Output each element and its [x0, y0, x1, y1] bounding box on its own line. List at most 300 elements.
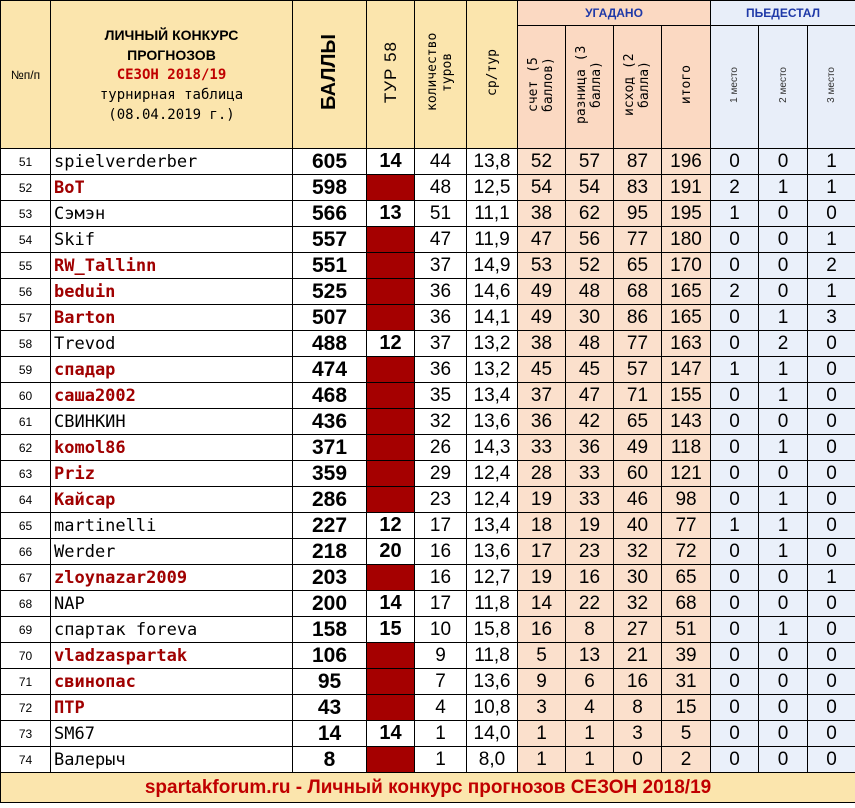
diff-guessed-cell: 52 [566, 253, 614, 279]
outcome-guessed-cell: 71 [614, 383, 662, 409]
diff-guessed-cell: 8 [566, 617, 614, 643]
points-cell: 525 [293, 279, 367, 305]
table-row [1, 591, 855, 617]
outcome-guessed-cell: 32 [614, 539, 662, 565]
tours-count-cell: 23 [415, 487, 467, 513]
avg-cell: 13,6 [467, 539, 518, 565]
score-guessed-cell: 38 [518, 331, 566, 357]
participant-name: ПТР [51, 695, 293, 721]
place1-cell: 0 [711, 539, 759, 565]
score-guessed-cell: 5 [518, 643, 566, 669]
participant-name: zloynazar2009 [51, 565, 293, 591]
row-index: 51 [1, 149, 51, 175]
diff-guessed-cell: 30 [566, 305, 614, 331]
place1-cell: 1 [711, 201, 759, 227]
outcome-guessed-cell: 65 [614, 409, 662, 435]
place2-cell: 1 [759, 617, 808, 643]
table-row [1, 331, 855, 357]
table-row [1, 695, 855, 721]
outcome-guessed-cell: 60 [614, 461, 662, 487]
total-guessed-cell: 51 [662, 617, 711, 643]
place2-cell: 0 [759, 279, 808, 305]
place2-cell: 0 [759, 227, 808, 253]
row-index: 74 [1, 747, 51, 773]
outcome-guessed-cell: 87 [614, 149, 662, 175]
score-guessed-cell: 1 [518, 747, 566, 773]
tours-count-cell: 51 [415, 201, 467, 227]
participant-name: Werder [51, 539, 293, 565]
place2-cell: 0 [759, 695, 808, 721]
table-row [1, 461, 855, 487]
tour-cell [367, 357, 415, 383]
place1-cell: 0 [711, 617, 759, 643]
tour-cell [367, 461, 415, 487]
total-guessed-cell: 180 [662, 227, 711, 253]
place3-cell: 0 [808, 617, 855, 643]
outcome-guessed-cell: 49 [614, 435, 662, 461]
score-guessed-cell: 54 [518, 175, 566, 201]
place3-cell: 0 [808, 513, 855, 539]
tours-count-cell: 17 [415, 591, 467, 617]
tours-count-cell: 36 [415, 305, 467, 331]
place1-cell: 0 [711, 669, 759, 695]
place3-cell: 0 [808, 383, 855, 409]
tour-cell [367, 253, 415, 279]
place3-cell: 0 [808, 331, 855, 357]
participant-name: vladzaspartak [51, 643, 293, 669]
score-guessed-cell: 16 [518, 617, 566, 643]
avg-cell: 11,8 [467, 591, 518, 617]
diff-guessed-cell: 22 [566, 591, 614, 617]
tour-cell [367, 669, 415, 695]
row-index: 72 [1, 695, 51, 721]
place3-cell: 0 [808, 435, 855, 461]
avg-cell: 14,1 [467, 305, 518, 331]
avg-cell: 14,0 [467, 721, 518, 747]
season-label: СЕЗОН 2018/19 [116, 66, 227, 83]
place1-cell: 0 [711, 487, 759, 513]
place3-cell: 0 [808, 357, 855, 383]
total-guessed-cell: 68 [662, 591, 711, 617]
score-guessed-cell: 52 [518, 149, 566, 175]
avg-cell: 13,2 [467, 331, 518, 357]
total-guessed-cell: 2 [662, 747, 711, 773]
place3-cell: 1 [808, 565, 855, 591]
avg-cell: 13,6 [467, 669, 518, 695]
row-index: 58 [1, 331, 51, 357]
avg-cell: 13,6 [467, 409, 518, 435]
row-index: 73 [1, 721, 51, 747]
participant-name: Валерыч [51, 747, 293, 773]
participant-name: BoT [51, 175, 293, 201]
participant-name: Trevod [51, 331, 293, 357]
avg-cell: 11,1 [467, 201, 518, 227]
podium-group-header: ПЬЕДЕСТАЛ [711, 1, 855, 26]
diff-guessed-cell: 54 [566, 175, 614, 201]
place2-cell: 0 [759, 643, 808, 669]
tours-count-cell: 10 [415, 617, 467, 643]
place3-cell: 0 [808, 695, 855, 721]
outcome-guessed-cell: 57 [614, 357, 662, 383]
table-title [51, 1, 293, 149]
points-cell: 436 [293, 409, 367, 435]
row-index: 52 [1, 175, 51, 201]
diff-guessed-cell: 4 [566, 695, 614, 721]
place2-cell: 2 [759, 331, 808, 357]
title-line-2: ПРОГНОЗОВ [127, 46, 216, 63]
avg-cell: 13,4 [467, 383, 518, 409]
points-cell: 227 [293, 513, 367, 539]
tours-count-cell: 9 [415, 643, 467, 669]
table-row [1, 201, 855, 227]
place3-cell: 0 [808, 721, 855, 747]
score-guessed-cell: 19 [518, 487, 566, 513]
diff-guessed-cell: 16 [566, 565, 614, 591]
place2-cell: 1 [759, 305, 808, 331]
row-index: 61 [1, 409, 51, 435]
diff-guessed-cell: 47 [566, 383, 614, 409]
place1-cell: 2 [711, 175, 759, 201]
participant-name: spielverderber [51, 149, 293, 175]
place1-cell: 0 [711, 461, 759, 487]
place1-cell: 0 [711, 695, 759, 721]
total-guessed-cell: 143 [662, 409, 711, 435]
place3-cell: 0 [808, 461, 855, 487]
tour-cell [367, 175, 415, 201]
place1-cell: 0 [711, 227, 759, 253]
place2-cell: 1 [759, 383, 808, 409]
score-guessed-cell: 49 [518, 305, 566, 331]
tours-count-cell: 17 [415, 513, 467, 539]
table-row [1, 357, 855, 383]
avg-cell: 14,3 [467, 435, 518, 461]
table-row [1, 149, 855, 175]
table-row [1, 227, 855, 253]
place1-cell: 2 [711, 279, 759, 305]
row-index: 60 [1, 383, 51, 409]
row-index: 57 [1, 305, 51, 331]
total-guessed-cell: 196 [662, 149, 711, 175]
participant-name: NAP [51, 591, 293, 617]
tours-count-cell: 4 [415, 695, 467, 721]
tours-count-cell: 16 [415, 539, 467, 565]
table-row [1, 669, 855, 695]
row-index: 63 [1, 461, 51, 487]
place3-cell: 3 [808, 305, 855, 331]
table-subtitle: турнирная таблица [99, 86, 244, 103]
tours-count-cell: 29 [415, 461, 467, 487]
participant-name: Skif [51, 227, 293, 253]
diff-guessed-cell: 36 [566, 435, 614, 461]
tours-count-cell: 44 [415, 149, 467, 175]
tours-count-cell: 47 [415, 227, 467, 253]
place2-cell: 0 [759, 201, 808, 227]
diff-guessed-cell: 48 [566, 279, 614, 305]
total-guessed-cell: 170 [662, 253, 711, 279]
table-row [1, 513, 855, 539]
row-index: 65 [1, 513, 51, 539]
points-cell: 286 [293, 487, 367, 513]
outcome-guessed-cell: 65 [614, 253, 662, 279]
tour-header: ТУР 58 [367, 1, 415, 149]
points-cell: 598 [293, 175, 367, 201]
participant-name: Priz [51, 461, 293, 487]
place1-cell: 0 [711, 409, 759, 435]
place1-cell: 0 [711, 565, 759, 591]
points-cell: 507 [293, 305, 367, 331]
points-cell: 8 [293, 747, 367, 773]
place1-cell: 0 [711, 149, 759, 175]
score-guessed-cell: 38 [518, 201, 566, 227]
outcome-guessed-cell: 46 [614, 487, 662, 513]
row-index: 56 [1, 279, 51, 305]
score-guessed-cell: 53 [518, 253, 566, 279]
outcome-guessed-cell: 0 [614, 747, 662, 773]
points-cell: 557 [293, 227, 367, 253]
row-index: 71 [1, 669, 51, 695]
diff-guessed-cell: 45 [566, 357, 614, 383]
points-cell: 566 [293, 201, 367, 227]
score-guessed-cell: 28 [518, 461, 566, 487]
place1-cell: 0 [711, 383, 759, 409]
diff-guessed-cell: 23 [566, 539, 614, 565]
participant-name: саша2002 [51, 383, 293, 409]
row-index: 53 [1, 201, 51, 227]
place2-header: 2 место [759, 26, 808, 149]
score-col-header: счет (5 баллов) [518, 26, 566, 149]
diff-guessed-cell: 1 [566, 721, 614, 747]
avg-cell: 13,4 [467, 513, 518, 539]
table-row [1, 253, 855, 279]
place3-cell: 1 [808, 279, 855, 305]
place2-cell: 1 [759, 539, 808, 565]
outcome-guessed-cell: 68 [614, 279, 662, 305]
place1-header: 1 место [711, 26, 759, 149]
place1-cell: 0 [711, 253, 759, 279]
points-cell: 95 [293, 669, 367, 695]
table-row [1, 435, 855, 461]
outcome-guessed-cell: 77 [614, 331, 662, 357]
row-index: 70 [1, 643, 51, 669]
avg-cell: 13,8 [467, 149, 518, 175]
participant-name: спартак foreva [51, 617, 293, 643]
participant-name: RW_Tallinn [51, 253, 293, 279]
avg-cell: 10,8 [467, 695, 518, 721]
outcome-guessed-cell: 21 [614, 643, 662, 669]
place1-cell: 1 [711, 357, 759, 383]
place2-cell: 0 [759, 669, 808, 695]
tour-cell: 14 [367, 721, 415, 747]
table-row [1, 487, 855, 513]
row-index: 54 [1, 227, 51, 253]
points-cell: 488 [293, 331, 367, 357]
participant-name: martinelli [51, 513, 293, 539]
place3-cell: 0 [808, 487, 855, 513]
total-col-header: итого [662, 26, 711, 149]
tour-cell: 14 [367, 149, 415, 175]
table-row [1, 305, 855, 331]
total-guessed-cell: 165 [662, 279, 711, 305]
total-guessed-cell: 15 [662, 695, 711, 721]
avg-cell: 8,0 [467, 747, 518, 773]
score-guessed-cell: 36 [518, 409, 566, 435]
tour-cell: 20 [367, 539, 415, 565]
score-guessed-cell: 45 [518, 357, 566, 383]
tours-count-cell: 26 [415, 435, 467, 461]
tour-cell [367, 305, 415, 331]
total-guessed-cell: 31 [662, 669, 711, 695]
table-row [1, 565, 855, 591]
diff-guessed-cell: 57 [566, 149, 614, 175]
table-row [1, 409, 855, 435]
tour-cell [367, 643, 415, 669]
participant-name: beduin [51, 279, 293, 305]
avg-cell: 12,7 [467, 565, 518, 591]
points-cell: 605 [293, 149, 367, 175]
diff-guessed-cell: 42 [566, 409, 614, 435]
avg-cell: 12,5 [467, 175, 518, 201]
row-index: 59 [1, 357, 51, 383]
total-guessed-cell: 195 [662, 201, 711, 227]
tour-cell: 12 [367, 513, 415, 539]
table-row [1, 175, 855, 201]
tour-cell [367, 487, 415, 513]
participant-name: спадар [51, 357, 293, 383]
diff-col-header: разница (3 балла) [566, 26, 614, 149]
place2-cell: 1 [759, 487, 808, 513]
place2-cell: 0 [759, 461, 808, 487]
diff-guessed-cell: 33 [566, 461, 614, 487]
place3-cell: 0 [808, 643, 855, 669]
row-index: 64 [1, 487, 51, 513]
diff-guessed-cell: 1 [566, 747, 614, 773]
tours-count-cell: 37 [415, 331, 467, 357]
tour-cell [367, 227, 415, 253]
total-guessed-cell: 77 [662, 513, 711, 539]
tours-count-cell: 1 [415, 747, 467, 773]
avg-cell: 11,9 [467, 227, 518, 253]
place3-cell: 0 [808, 669, 855, 695]
total-guessed-cell: 165 [662, 305, 711, 331]
row-index: 67 [1, 565, 51, 591]
tour-cell: 15 [367, 617, 415, 643]
score-guessed-cell: 49 [518, 279, 566, 305]
tours-count-cell: 1 [415, 721, 467, 747]
row-index: 66 [1, 539, 51, 565]
points-cell: 359 [293, 461, 367, 487]
points-cell: 468 [293, 383, 367, 409]
participant-name: komol86 [51, 435, 293, 461]
place1-cell: 0 [711, 305, 759, 331]
score-guessed-cell: 33 [518, 435, 566, 461]
total-guessed-cell: 163 [662, 331, 711, 357]
score-guessed-cell: 37 [518, 383, 566, 409]
tour-cell: 13 [367, 201, 415, 227]
diff-guessed-cell: 13 [566, 643, 614, 669]
table-row [1, 617, 855, 643]
place3-cell: 0 [808, 591, 855, 617]
guessed-group-header: УГАДАНО [518, 1, 711, 26]
place1-cell: 0 [711, 643, 759, 669]
avg-cell: 14,6 [467, 279, 518, 305]
footer-banner: spartakforum.ru - Личный конкурс прогнозов СЕЗОН 2018/19 [1, 773, 855, 803]
place2-cell: 0 [759, 149, 808, 175]
diff-guessed-cell: 62 [566, 201, 614, 227]
title-line-1: ЛИЧНЫЙ КОНКУРС [104, 26, 239, 43]
avg-cell: 14,9 [467, 253, 518, 279]
outcome-guessed-cell: 30 [614, 565, 662, 591]
score-guessed-cell: 19 [518, 565, 566, 591]
place1-cell: 0 [711, 331, 759, 357]
avg-cell: 11,8 [467, 643, 518, 669]
points-cell: 200 [293, 591, 367, 617]
place3-cell: 1 [808, 227, 855, 253]
total-guessed-cell: 65 [662, 565, 711, 591]
diff-guessed-cell: 6 [566, 669, 614, 695]
avg-header: ср/тур [467, 1, 518, 149]
outcome-guessed-cell: 8 [614, 695, 662, 721]
place2-cell: 1 [759, 357, 808, 383]
place1-cell: 0 [711, 747, 759, 773]
row-index: 68 [1, 591, 51, 617]
outcome-guessed-cell: 40 [614, 513, 662, 539]
place2-cell: 0 [759, 409, 808, 435]
outcome-guessed-cell: 32 [614, 591, 662, 617]
table-row [1, 539, 855, 565]
total-guessed-cell: 118 [662, 435, 711, 461]
outcome-guessed-cell: 83 [614, 175, 662, 201]
table-row [1, 383, 855, 409]
table-body [1, 149, 855, 773]
place2-cell: 0 [759, 721, 808, 747]
tour-cell [367, 435, 415, 461]
outcome-guessed-cell: 16 [614, 669, 662, 695]
points-cell: 551 [293, 253, 367, 279]
score-guessed-cell: 1 [518, 721, 566, 747]
score-guessed-cell: 47 [518, 227, 566, 253]
tours-count-cell: 48 [415, 175, 467, 201]
total-guessed-cell: 72 [662, 539, 711, 565]
tour-cell: 14 [367, 591, 415, 617]
diff-guessed-cell: 19 [566, 513, 614, 539]
tour-cell [367, 279, 415, 305]
outcome-guessed-cell: 27 [614, 617, 662, 643]
tour-cell [367, 409, 415, 435]
tours-count-cell: 37 [415, 253, 467, 279]
diff-guessed-cell: 33 [566, 487, 614, 513]
avg-cell: 13,2 [467, 357, 518, 383]
points-cell: 474 [293, 357, 367, 383]
outcome-guessed-cell: 95 [614, 201, 662, 227]
participant-name: Barton [51, 305, 293, 331]
outcome-guessed-cell: 3 [614, 721, 662, 747]
score-guessed-cell: 17 [518, 539, 566, 565]
tours-count-cell: 7 [415, 669, 467, 695]
tours-count-header: количество туров [415, 1, 467, 149]
tours-count-cell: 16 [415, 565, 467, 591]
row-index: 55 [1, 253, 51, 279]
row-number-header: №п/п [1, 1, 51, 149]
place3-cell: 0 [808, 409, 855, 435]
participant-name: СВИНКИН [51, 409, 293, 435]
place3-cell: 1 [808, 149, 855, 175]
place1-cell: 0 [711, 591, 759, 617]
place2-cell: 0 [759, 591, 808, 617]
place3-cell: 0 [808, 201, 855, 227]
avg-cell: 15,8 [467, 617, 518, 643]
points-cell: 158 [293, 617, 367, 643]
total-guessed-cell: 191 [662, 175, 711, 201]
